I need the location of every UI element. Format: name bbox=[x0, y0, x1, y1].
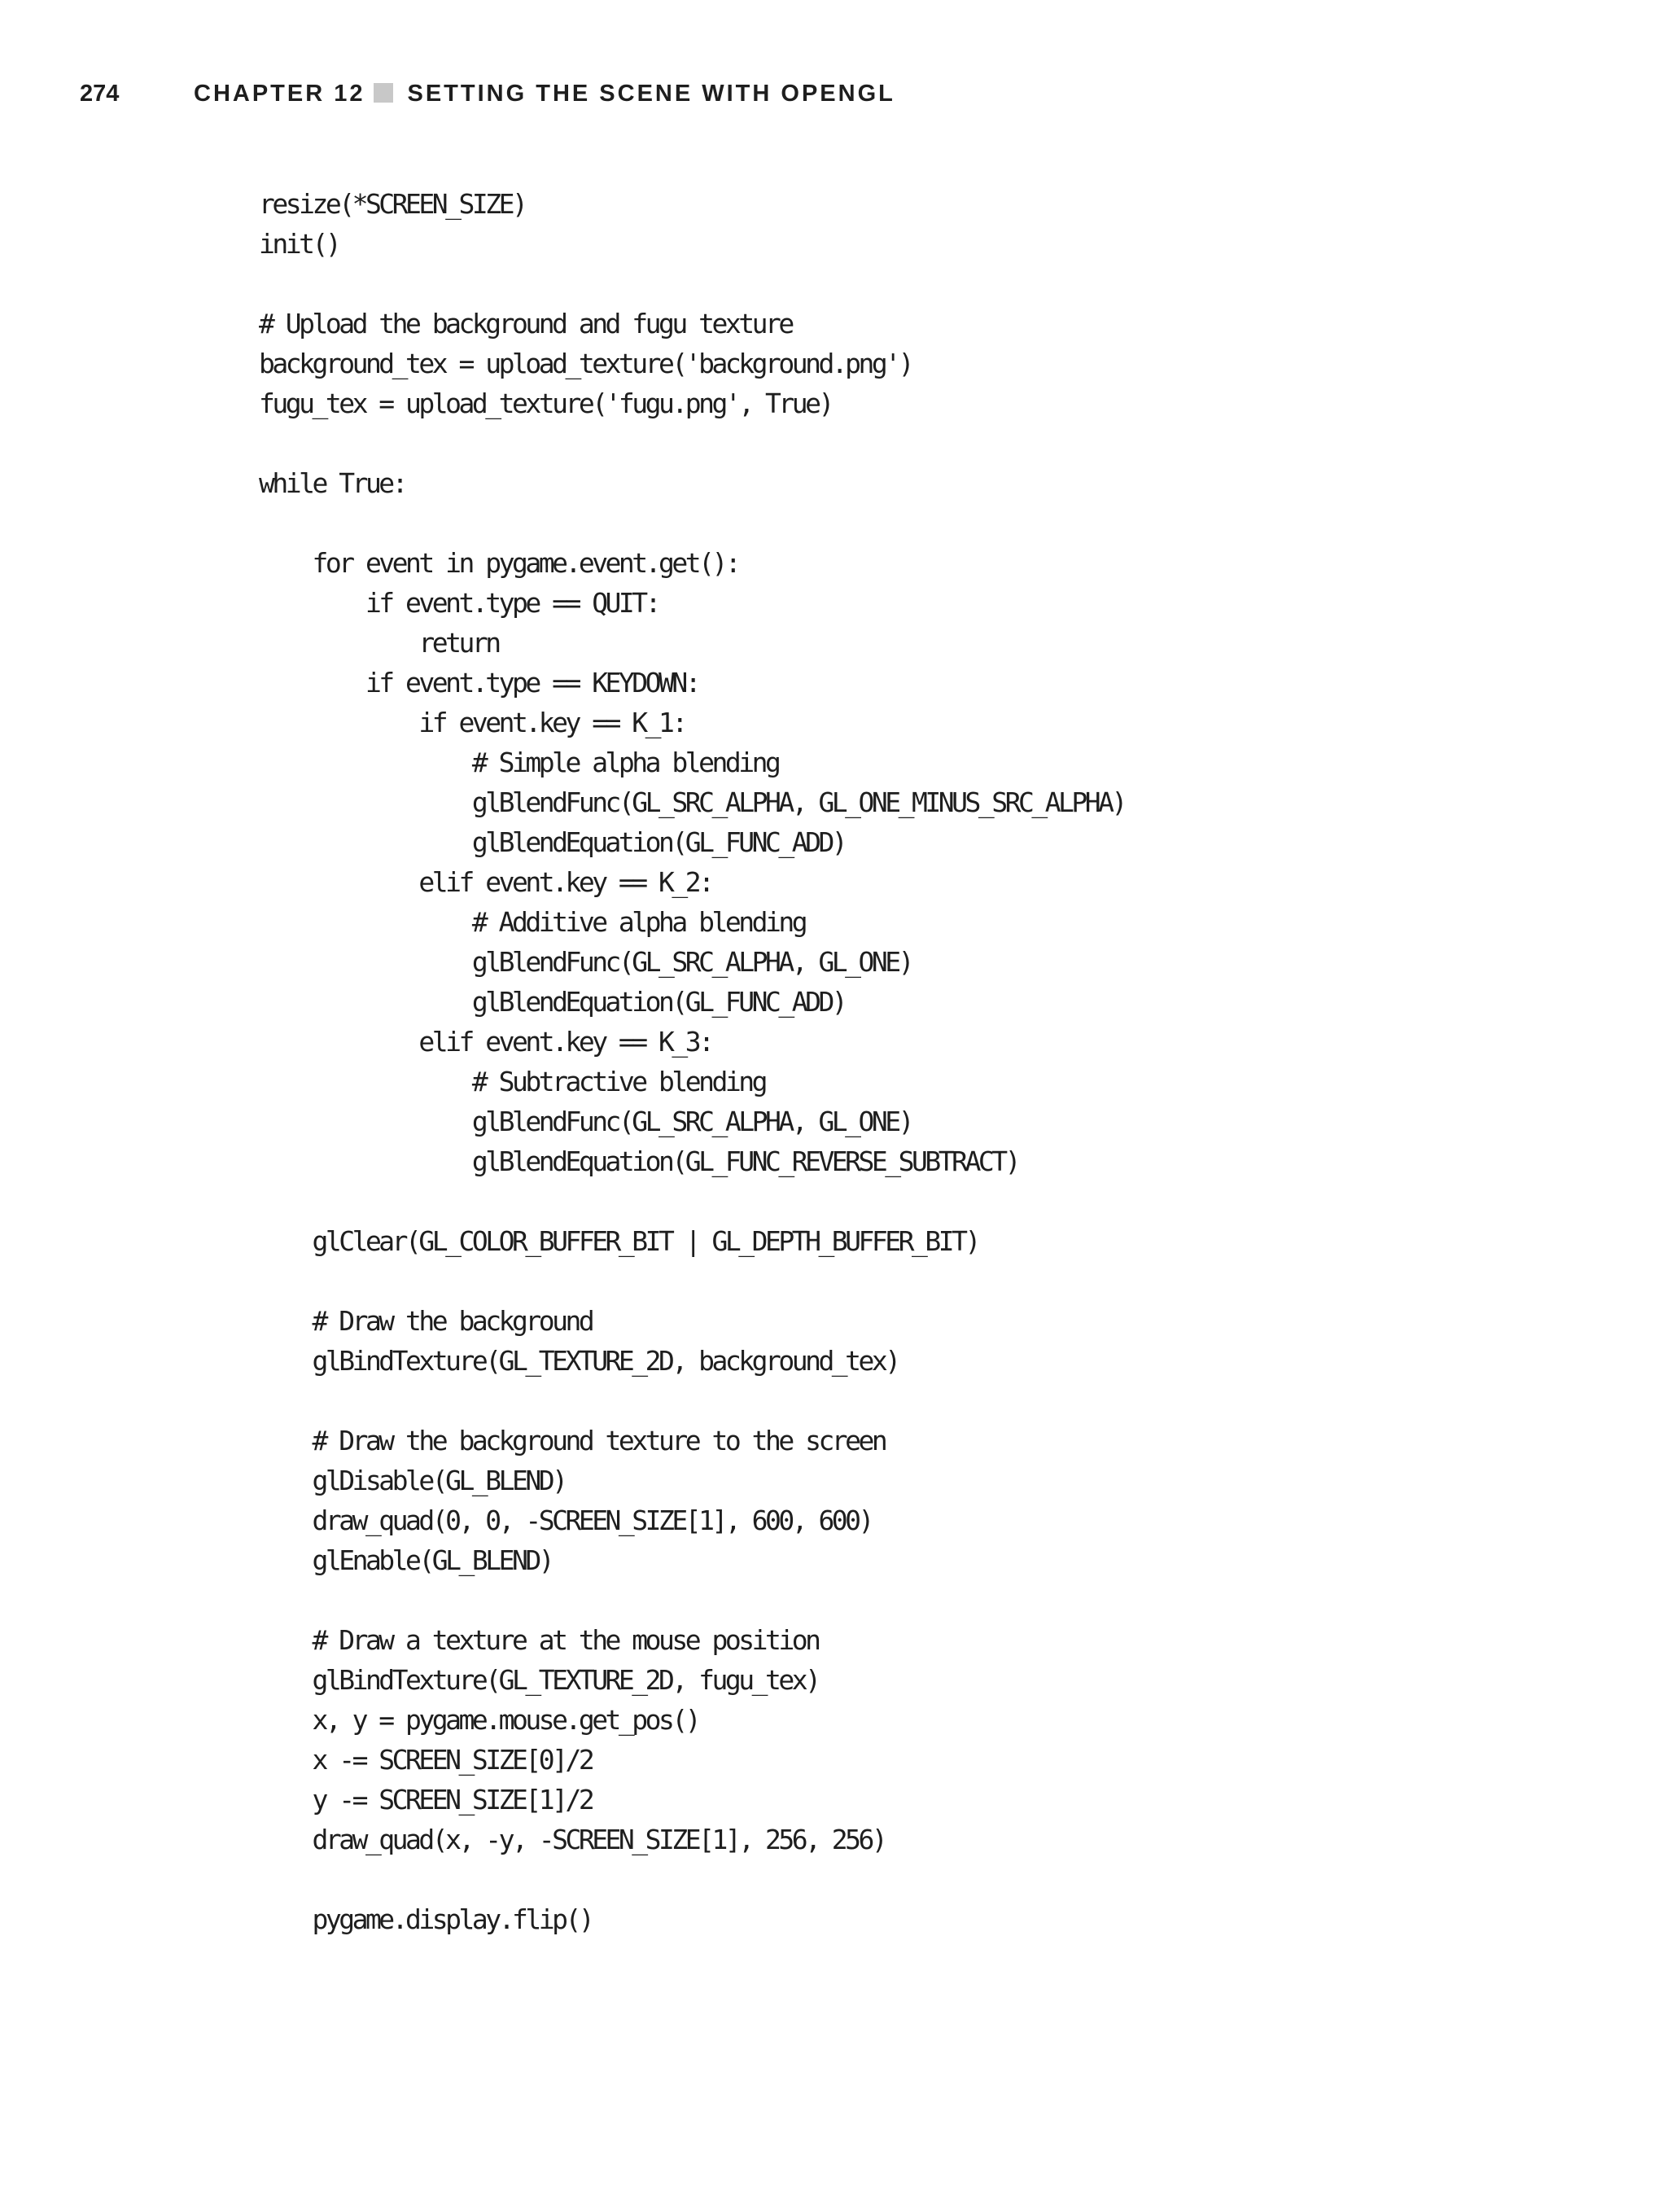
code-line: return bbox=[259, 627, 499, 659]
code-line bbox=[259, 503, 1125, 543]
code-line: draw_quad(0, 0, -SCREEN_SIZE[1], 600, 600) bbox=[259, 1505, 872, 1536]
running-header bbox=[0, 77, 1667, 110]
code-line: init() bbox=[259, 228, 339, 260]
code-line: elif event.key == K_3: bbox=[259, 1026, 712, 1058]
code-line: glDisable(GL_BLEND) bbox=[259, 1465, 566, 1496]
code-line: # Draw a texture at the mouse position bbox=[259, 1624, 819, 1656]
separator-square-icon bbox=[374, 83, 393, 103]
code-line: # Additive alpha blending bbox=[259, 906, 806, 938]
code-line: background_tex = upload_texture('background.png') bbox=[259, 348, 912, 379]
code-line: pygame.display.flip() bbox=[259, 1903, 593, 1935]
code-line: draw_quad(x, -y, -SCREEN_SIZE[1], 256, 256) bbox=[259, 1824, 886, 1855]
code-line bbox=[259, 423, 1125, 463]
code-line bbox=[259, 1181, 1125, 1221]
code-line: if event.type == KEYDOWN: bbox=[259, 667, 699, 699]
code-line: fugu_tex = upload_texture('fugu.png', True) bbox=[259, 388, 832, 419]
code-line: # Upload the background and fugu texture bbox=[259, 308, 792, 339]
code-line: glBlendFunc(GL_SRC_ALPHA, GL_ONE_MINUS_SRC_ALPHA) bbox=[259, 786, 1125, 818]
code-line: x, y = pygame.mouse.get_pos() bbox=[259, 1704, 699, 1736]
code-line: # Draw the background bbox=[259, 1305, 593, 1337]
code-line bbox=[259, 1381, 1125, 1421]
code-line bbox=[259, 1261, 1125, 1301]
code-line: while True: bbox=[259, 467, 406, 499]
code-line: glBlendFunc(GL_SRC_ALPHA, GL_ONE) bbox=[259, 946, 912, 978]
code-line: glBlendEquation(GL_FUNC_ADD) bbox=[259, 986, 846, 1018]
chapter-number: CHAPTER 12 bbox=[194, 81, 365, 107]
code-line bbox=[259, 1580, 1125, 1620]
code-line: x -= SCREEN_SIZE[0]/2 bbox=[259, 1744, 593, 1776]
code-line: # Simple alpha blending bbox=[259, 747, 779, 778]
page-number: 274 bbox=[80, 81, 120, 107]
code-line: glBlendFunc(GL_SRC_ALPHA, GL_ONE) bbox=[259, 1106, 912, 1137]
code-line bbox=[259, 1859, 1125, 1899]
code-listing bbox=[259, 184, 1125, 1939]
code-line: if event.key == K_1: bbox=[259, 707, 685, 738]
code-line: # Subtractive blending bbox=[259, 1066, 765, 1097]
code-line: y -= SCREEN_SIZE[1]/2 bbox=[259, 1784, 593, 1816]
code-line: glClear(GL_COLOR_BUFFER_BIT | GL_DEPTH_BUFFER_BIT) bbox=[259, 1225, 978, 1257]
code-line: glEnable(GL_BLEND) bbox=[259, 1544, 553, 1576]
code-line: glBindTexture(GL_TEXTURE_2D, fugu_tex) bbox=[259, 1664, 819, 1696]
code-line: glBlendEquation(GL_FUNC_REVERSE_SUBTRACT) bbox=[259, 1145, 1018, 1177]
code-line: glBlendEquation(GL_FUNC_ADD) bbox=[259, 826, 846, 858]
code-line: resize(*SCREEN_SIZE) bbox=[259, 188, 526, 220]
code-line: elif event.key == K_2: bbox=[259, 866, 712, 898]
code-line bbox=[259, 264, 1125, 304]
code-line: if event.type == QUIT: bbox=[259, 587, 659, 619]
chapter-heading bbox=[194, 77, 895, 110]
code-line: # Draw the background texture to the screen bbox=[259, 1425, 886, 1456]
code-line: for event in pygame.event.get(): bbox=[259, 547, 739, 579]
code-line: glBindTexture(GL_TEXTURE_2D, background_tex) bbox=[259, 1345, 899, 1377]
chapter-title: SETTING THE SCENE WITH OPENGL bbox=[407, 81, 895, 107]
